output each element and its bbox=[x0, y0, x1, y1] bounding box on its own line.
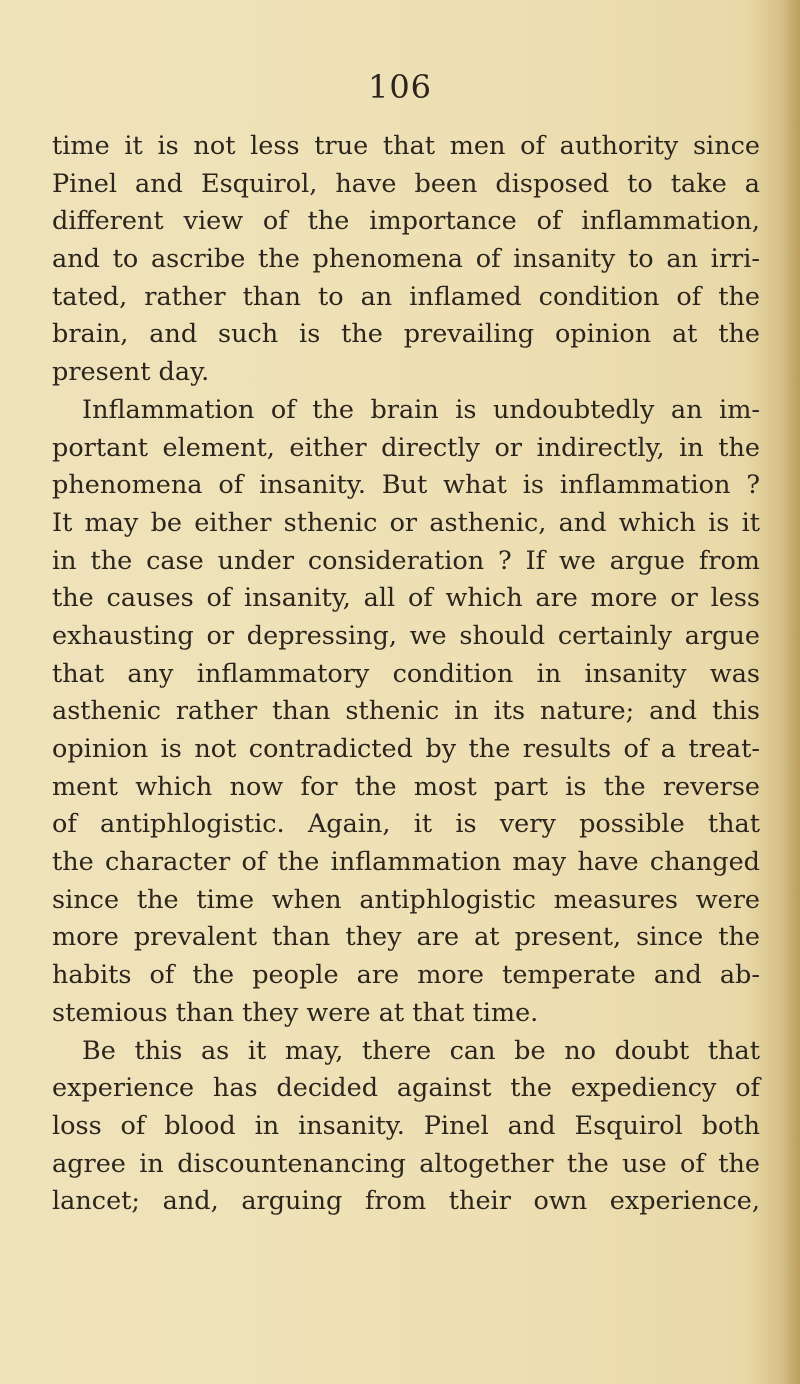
text-line: asthenic rather than sthenic in its nature; and this bbox=[52, 696, 760, 727]
text-line: opinion is not contradicted by the results of a treat- bbox=[52, 734, 760, 764]
text-line: stemious than they were at that time. bbox=[52, 997, 539, 1028]
text-line: experience has decided against the expediency of bbox=[52, 1073, 760, 1104]
body-text bbox=[52, 128, 760, 1221]
text-line: phenomena of insanity. But what is inflammation ? bbox=[52, 470, 760, 501]
text-line: time it is not less true that men of authority since bbox=[52, 131, 760, 161]
text-line: of antiphlogistic. Again, it is very possible that bbox=[52, 809, 760, 840]
text-line: different view of the importance of inflammation, bbox=[52, 206, 760, 237]
text-line: lancet; and, arguing from their own experience, bbox=[52, 1186, 760, 1217]
text-line: Pinel and Esquirol, have been disposed to take a bbox=[52, 168, 760, 199]
page-number: 106 bbox=[367, 68, 433, 106]
text-line: in the case under consideration ? If we argue from bbox=[52, 545, 760, 576]
text-line: Inflammation of the brain is undoubtedly an im- bbox=[82, 394, 760, 425]
text-line: exhausting or depressing, we should certainly argue bbox=[52, 620, 760, 651]
text-line: since the time when antiphlogistic measures were bbox=[52, 884, 760, 915]
text-line: ment which now for the most part is the reverse bbox=[52, 771, 760, 802]
text-line: more prevalent than they are at present, since the bbox=[52, 922, 760, 953]
text-line: present day. bbox=[52, 357, 210, 388]
text-line: loss of blood in insanity. Pinel and Esquirol both bbox=[52, 1110, 760, 1141]
text-line: agree in discountenancing altogether the use of the bbox=[52, 1148, 760, 1179]
page-edge-shadow bbox=[782, 0, 800, 1384]
text-line: Be this as it may, there can be no doubt that bbox=[82, 1035, 760, 1066]
text-line: It may be either sthenic or asthenic, and which is it bbox=[52, 507, 760, 538]
text-line: that any inflammatory condition in insanity was bbox=[52, 658, 760, 689]
text-line: the causes of insanity, all of which are more or less bbox=[52, 583, 760, 614]
text-line: tated, rather than to an inflamed condition of the bbox=[52, 281, 760, 312]
text-line: the character of the inflammation may have changed bbox=[52, 847, 760, 878]
text-line: and to ascribe the phenomena of insanity to an irri- bbox=[52, 244, 760, 275]
text-line: portant element, either directly or indirectly, in the bbox=[52, 432, 760, 463]
text-line: brain, and such is the prevailing opinion at the bbox=[52, 319, 760, 350]
text-line: habits of the people are more temperate and ab- bbox=[52, 960, 760, 991]
